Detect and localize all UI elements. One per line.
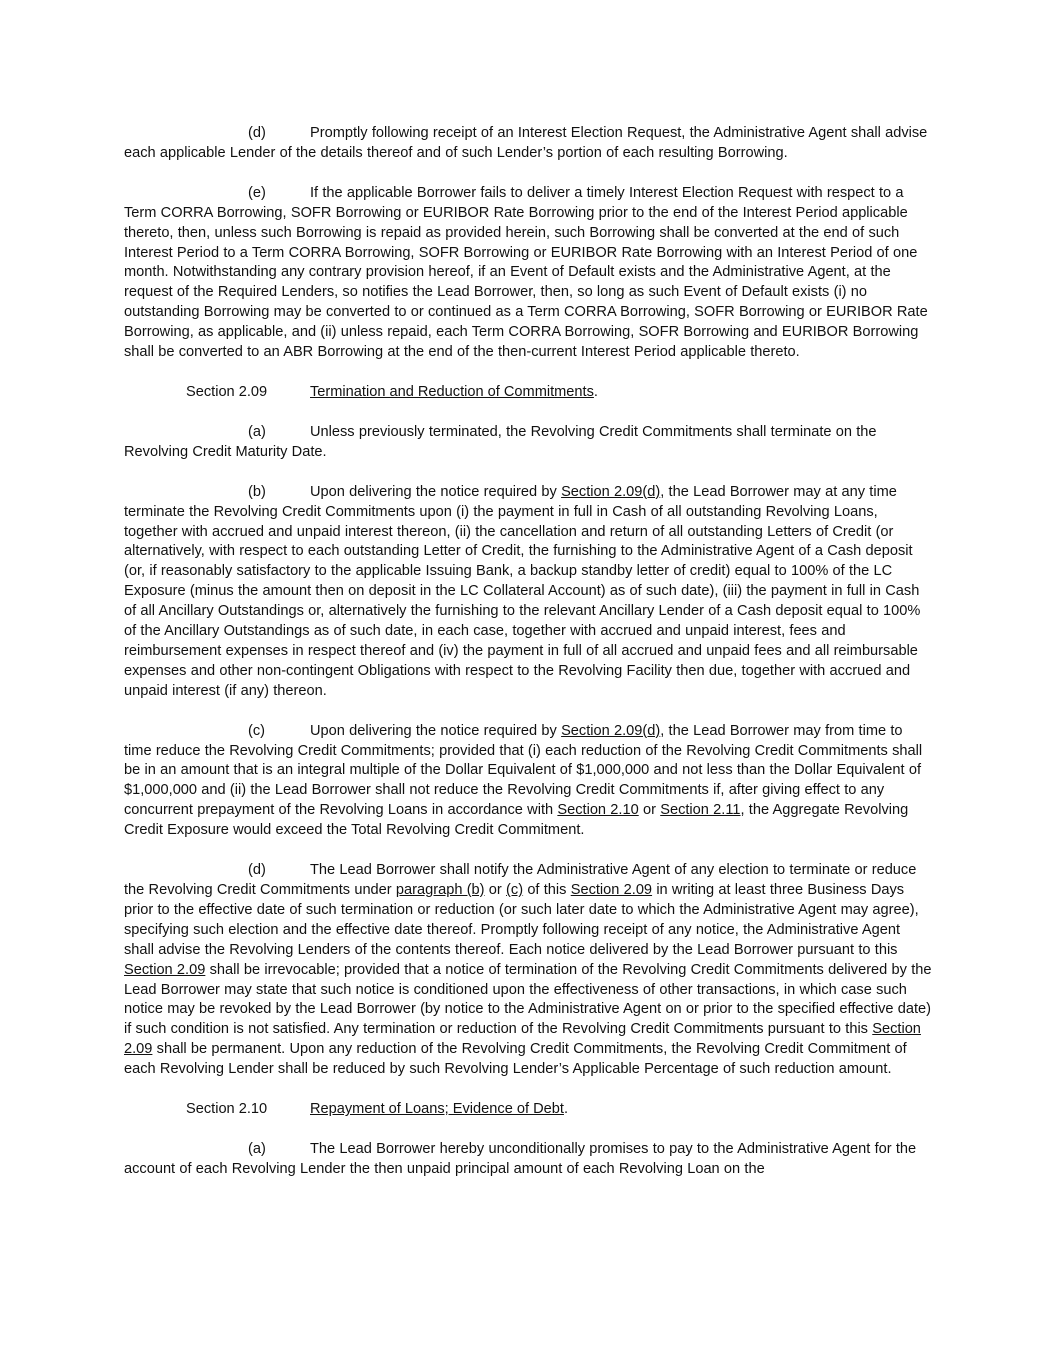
paragraph-c-reduction [124, 722, 932, 841]
cross-reference-link: Section 2.09 [124, 961, 206, 978]
paragraph-label: (a) [248, 1140, 266, 1157]
cross-reference-link: Section 2.09 [124, 1021, 921, 1058]
paragraph-a-termination [124, 423, 932, 463]
paragraph-text: shall be permanent. Upon any reduction of the Revolving Credit Commitments, the Revolving Credit Commitment of each Revolving Lender shall be reduced by such Revolving Lender’s Applicable Percentage of such reduction amount. [124, 1041, 907, 1078]
paragraph-text: , the Aggregate Revolving Credit Exposure would exceed the Total Revolving Credit Commitment. [124, 802, 909, 839]
paragraph-text: Upon delivering the notice required by [310, 722, 562, 739]
paragraph-text: The Lead Borrower shall notify the Administrative Agent of any election to terminate or reduce the Revolving Credit Commitments under [124, 862, 917, 898]
paragraph-text: shall be irrevocable; provided that a notice of termination of the Revolving Credit Commitments delivered by the Lead Borrower may state that such notice is conditioned upon the effectiveness of other transactions, in which case such notice may be revoked by the Lead Borrower (by notice to the Administrative Agent on or prior to the specified effective date) if such condition is not satisfied. Any termination or reduction of the Revolving Credit Commitments pursuant to this [124, 961, 932, 1038]
cross-reference-link: Section 2.11 [660, 802, 741, 819]
section-heading-2-10 [124, 1100, 932, 1120]
paragraph-e-failure-to-elect [124, 184, 932, 363]
cross-reference-link: Section 2.10 [557, 802, 639, 819]
cross-reference-link: (c) [506, 882, 524, 898]
paragraph-label: (a) [248, 423, 266, 440]
cross-reference-link: Section 2.09(d) [561, 722, 661, 739]
paragraph-text: in writing at least three Business Days prior to the effective date of such termination or reduction (or such later date to which the Administrative Agent may agree), specifying such election and the effective date thereof. Promptly following receipt of any notice, the Administrative Agent shall advise the Revolving Lenders of the contents thereof. Each notice delivered by the Lead Borrower pursuant to this [124, 882, 919, 958]
section-heading-2-09 [124, 383, 932, 403]
section-number: Section 2.10 [186, 1101, 268, 1118]
section-number: Section 2.09 [186, 383, 268, 400]
paragraph-label: (d) [248, 125, 266, 141]
cross-reference-link: Section 2.09(d) [561, 483, 661, 500]
paragraph-text: , the Lead Borrower may from time to time reduce the Revolving Credit Commitments; provided that (i) each reduction of the Revolving Credit Commitments shall be in an amount that is an integral multiple of the Dollar Equivalent of $1,000,000 and not less than the Dollar Equivalent of $1,000,000 and (ii) the Lead Borrower shall not reduce the Revolving Credit Commitments if, after giving effect to any concurrent prepayment of the Revolving Loans in accordance with [124, 722, 923, 819]
paragraph-text: Promptly following receipt of an Interest Election Request, the Administrative Agent shall advise each applicable Lender of the details thereof and of such Lender’s portion of each resulting Borrowing. [124, 125, 928, 161]
paragraph-text: Upon delivering the notice required by [310, 483, 562, 500]
section-title: Termination and Reduction of Commitments [310, 383, 594, 400]
paragraph-a-repayment [124, 1140, 932, 1180]
paragraph-b-termination-conditions [124, 483, 932, 702]
paragraph-text: The Lead Borrower hereby unconditionally promises to pay to the Administrative Agent for the account of each Revolving Lender the then unpaid principal amount of each Revolving Loan on the [124, 1140, 917, 1177]
section-title-period: . [563, 1101, 568, 1118]
section-title: Repayment of Loans; Evidence of Debt [310, 1101, 564, 1118]
paragraph-text: , the Lead Borrower may at any time terminate the Revolving Credit Commitments upon (i) the payment in full in Cash of all outstanding Revolving Loans, together with accrued and unpaid interest thereon, (ii) the cancellation and return of all outstanding Letters of Credit (or alternatively, with respect to each outstanding Letter of Credit, the furnishing to the Administrative Agent of a Cash deposit (or, if reasonably satisfactory to the applicable Issuing Bank, a backup standby letter of credit) equal to 100% of the LC Exposure (minus the amount then on deposit in the LC Collateral Account) as of such date), (iii) the payment in full in Cash of all Ancillary Outstandings or, alternatively the furnishing to the relevant Ancillary Lender of a Cash deposit equal to 100% of the Ancillary Outstandings as of such date, in each case, together with accrued and unpaid interest, fees and reimbursement expenses in respect thereof and (iv) the payment in full of all accrued and unpaid fees and all reimbursable expenses and other non-contingent Obligations with respect to the Revolving Facility then due, together with accrued and unpaid interest (if any) thereon. [124, 483, 921, 699]
document-page [124, 124, 932, 1200]
paragraph-text: or [638, 802, 661, 819]
paragraph-text: Unless previously terminated, the Revolving Credit Commitments shall terminate on the Revolving Credit Maturity Date. [124, 423, 877, 460]
cross-reference-link: paragraph (b) [395, 882, 485, 898]
section-title-period: . [593, 383, 598, 400]
paragraph-label: (d) [248, 862, 266, 879]
paragraph-text: If the applicable Borrower fails to deliver a timely Interest Election Request with respect to a Term CORRA Borrowing, SOFR Borrowing or EURIBOR Rate Borrowing prior to the end of the Interest Period applicable thereto, then, unless such Borrowing is repaid as provided herein, such Borrowing shall be converted at the end of such Interest Period to a Term CORRA Borrowing, SOFR Borrowing or EURIBOR Rate Borrowing with an Interest Period of one month. Notwithstanding any contrary provision hereof, if an Event of Default exists and the Administrative Agent, at the request of the Required Lenders, so notifies the Lead Borrower, then, so long as such Event of Default exists (i) no outstanding Borrowing may be converted to or continued as a Term CORRA Borrowing, SOFR Borrowing or EURIBOR Rate Borrowing, as applicable, and (ii) unless repaid, each Term CORRA Borrowing, SOFR Borrowing and EURIBOR Borrowing shall be converted to an ABR Borrowing at the end of the then-current Interest Period applicable thereto. [124, 184, 928, 361]
paragraph-d-interest-election [124, 124, 932, 164]
paragraph-label: (c) [248, 722, 266, 739]
paragraph-d-notice [124, 861, 932, 1080]
paragraph-text: of this [523, 882, 571, 898]
cross-reference-link: Section 2.09 [570, 882, 653, 898]
paragraph-label: (b) [248, 483, 266, 500]
paragraph-label: (e) [248, 184, 266, 201]
paragraph-text: or [484, 882, 507, 898]
